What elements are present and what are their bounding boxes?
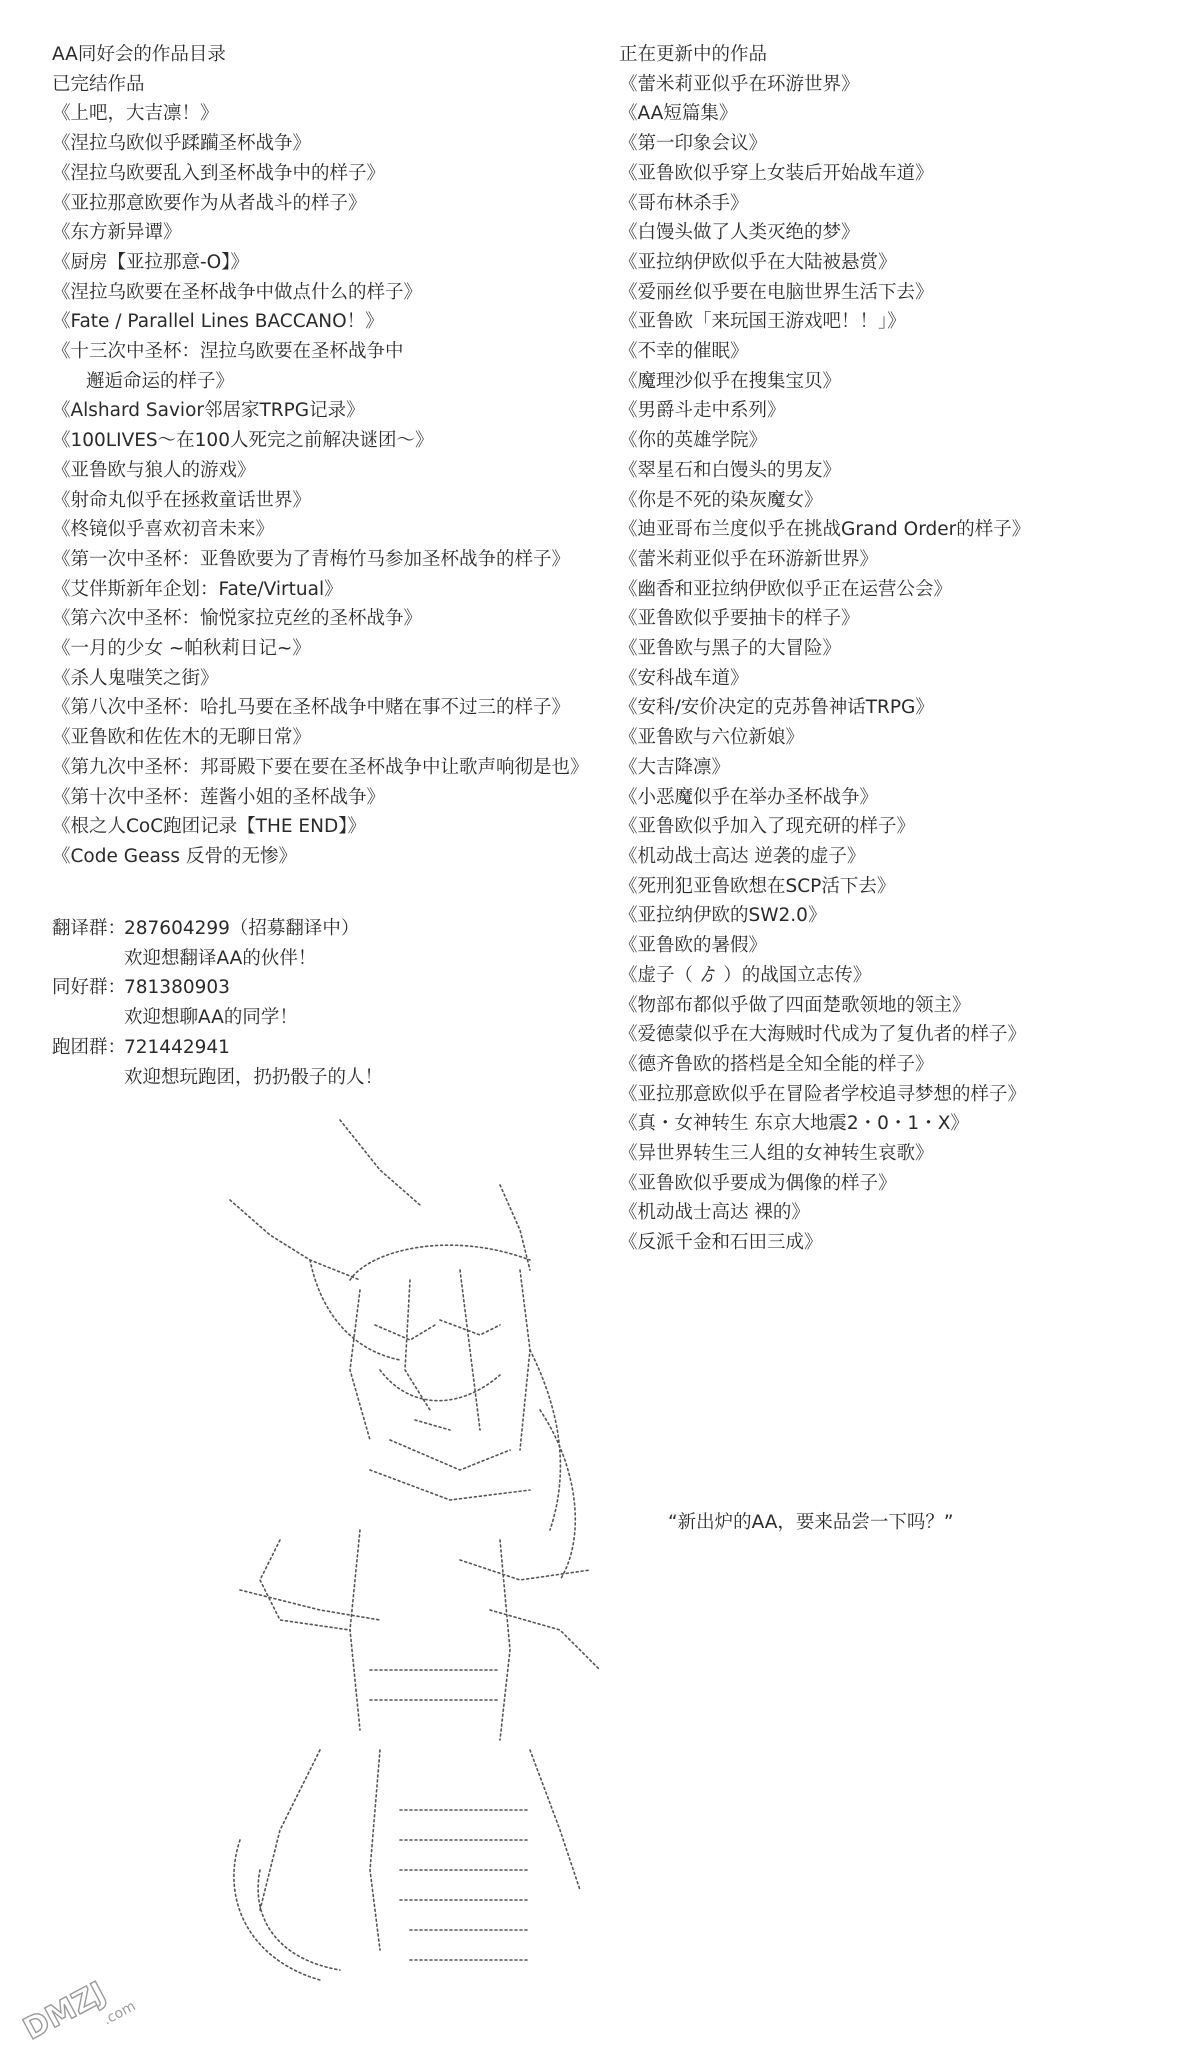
work-item: 《迪亚哥布兰度似乎在挑战Grand Order的样子》 xyxy=(619,519,1031,541)
work-item: 《机动战士高达 裸的》 xyxy=(619,1202,810,1224)
work-item: 《Code Geass 反骨的无惨》 xyxy=(52,845,297,867)
work-item: 《亚鲁欧与六位新娘》 xyxy=(619,727,805,749)
work-item: 《亚拉那意欧似乎在冒险者学校追寻梦想的样子》 xyxy=(619,1083,1027,1105)
work-item: 《亚拉那意欧要作为从者战斗的样子》 xyxy=(52,192,367,214)
trpg-group-row xyxy=(52,1033,383,1063)
work-item: 《大吉降凛》 xyxy=(619,756,731,778)
completed-label: 已完结作品 xyxy=(52,73,145,95)
work-item: 《东方新异谭》 xyxy=(52,222,182,244)
work-item: 《安科战车道》 xyxy=(619,667,749,689)
work-item: 《亚鲁欧似乎穿上女装后开始战车道》 xyxy=(619,162,934,184)
fans-group-note: 欢迎想聊AA的同学！ xyxy=(124,1007,298,1029)
work-item: 《Alshard Savior邻居家TRPG记录》 xyxy=(52,400,365,422)
fans-group-number: 781380903 xyxy=(124,977,230,999)
trpg-group-label: 跑团群： xyxy=(52,1036,127,1058)
work-item: 《柊镜似乎喜欢初音未来》 xyxy=(52,519,275,541)
trpg-group-number: 721442941 xyxy=(124,1036,230,1058)
work-item-continued: 邂逅命运的样子》 xyxy=(86,370,235,392)
ascii-art-character xyxy=(200,1110,620,2010)
work-item: 《男爵斗走中系列》 xyxy=(619,400,786,422)
character-speech: “新出炉的AA，要来品尝一下吗？” xyxy=(668,1512,954,1533)
work-item: 《涅拉乌欧要乱入到圣杯战争中的样子》 xyxy=(52,162,386,184)
translate-group-note: 欢迎想翻译AA的伙伴！ xyxy=(124,947,317,969)
translate-group-number: 287604299（招募翻译中） xyxy=(124,918,360,939)
work-item: 《反派千金和石田三成》 xyxy=(619,1232,823,1254)
work-item: 《亚鲁欧「来玩国王游戏吧！！」》 xyxy=(619,311,906,333)
work-item: 《亚鲁欧和佐佐木的无聊日常》 xyxy=(52,727,312,749)
work-item: 《蕾米莉亚似乎在环游世界》 xyxy=(619,73,860,95)
work-item: 《德齐鲁欧的搭档是全知全能的样子》 xyxy=(619,1053,934,1075)
work-item: 《蕾米莉亚似乎在环游新世界》 xyxy=(619,548,879,570)
work-item: 《亚拉纳伊欧似乎在大陆被悬赏》 xyxy=(619,251,897,273)
work-item: 《上吧，大吉凛！》 xyxy=(52,103,219,125)
work-item: 《100LIVES～在100人死完之前解决谜团～》 xyxy=(52,430,434,452)
work-item: 《一月的少女 ~帕秋莉日记~》 xyxy=(52,638,311,660)
work-item: 《真・女神转生 东京大地震2・0・1・X》 xyxy=(619,1113,969,1135)
work-item: 《安科/安价决定的克苏鲁神话TRPG》 xyxy=(619,697,934,719)
ongoing-works-column xyxy=(619,40,1030,1258)
work-item: 《AA短篇集》 xyxy=(619,103,738,125)
ongoing-label: 正在更新中的作品 xyxy=(619,44,768,65)
group-info xyxy=(52,914,383,1092)
work-item: 《亚拉纳伊欧的SW2.0》 xyxy=(619,905,827,927)
work-item: 《爱丽丝似乎要在电脑世界生活下去》 xyxy=(619,281,934,303)
work-item: 《涅拉乌欧似乎蹂躏圣杯战争》 xyxy=(52,133,312,155)
work-item: 《你的英雄学院》 xyxy=(619,430,768,452)
work-item: 《死刑犯亚鲁欧想在SCP活下去》 xyxy=(619,875,896,897)
work-item: 《根之人CoC跑团记录【THE END】》 xyxy=(52,816,366,838)
work-item: 《第九次中圣杯：邦哥殿下要在要在圣杯战争中让歌声响彻是也》 xyxy=(52,756,589,778)
work-item: 《亚鲁欧似乎加入了现充研的样子》 xyxy=(619,816,916,838)
work-item: 《艾伴斯新年企划：Fate/Virtual》 xyxy=(52,578,343,600)
work-item: 《机动战士高达 逆袭的虚子》 xyxy=(619,845,866,867)
work-item: 《第六次中圣杯：愉悦家拉克丝的圣杯战争》 xyxy=(52,608,423,630)
work-item: 《厨房【亚拉那意-O】》 xyxy=(52,251,249,273)
watermark-text: DMZJ xyxy=(17,1975,112,2048)
work-item: 《魔理沙似乎在搜集宝贝》 xyxy=(619,370,842,392)
completed-works-column xyxy=(52,40,589,872)
trpg-group-note: 欢迎想玩跑团，扔扔骰子的人！ xyxy=(124,1066,384,1088)
work-item: 《翠星石和白馒头的男友》 xyxy=(619,459,842,481)
dmzj-logo-icon xyxy=(12,1950,152,2050)
fans-group-row xyxy=(52,973,383,1003)
work-item: 《你是不死的染灰魔女》 xyxy=(619,489,823,511)
work-item: 《幽香和亚拉纳伊欧似乎正在运营公会》 xyxy=(619,578,953,600)
watermark-suffix: .com xyxy=(100,1998,139,2029)
work-item: 《十三次中圣杯：涅拉乌欧要在圣杯战争中 xyxy=(52,341,404,363)
work-item: 《白馒头做了人类灭绝的梦》 xyxy=(619,222,860,244)
work-item: 《亚鲁欧似乎要成为偶像的样子》 xyxy=(619,1172,897,1194)
work-item: 《杀人鬼嗤笑之街》 xyxy=(52,667,219,689)
work-item: 《涅拉乌欧要在圣杯战争中做点什么的样子》 xyxy=(52,281,423,303)
work-item: 《物部布都似乎做了四面楚歌领地的领主》 xyxy=(619,994,971,1016)
translate-group-label: 翻译群： xyxy=(52,918,127,939)
fans-group-label: 同好群： xyxy=(52,977,127,999)
work-item: 《虚子（ ゟ ）的战国立志传》 xyxy=(619,964,872,986)
translate-group-row xyxy=(52,914,383,944)
work-item: 《哥布林杀手》 xyxy=(619,192,749,214)
work-item: 《亚鲁欧的暑假》 xyxy=(619,935,768,957)
work-item: 《异世界转生三人组的女神转生哀歌》 xyxy=(619,1143,934,1165)
work-item: 《第十次中圣杯：莲酱小姐的圣杯战争》 xyxy=(52,786,386,808)
work-item: 《不幸的催眠》 xyxy=(619,341,749,363)
work-item: 《第一次中圣杯：亚鲁欧要为了青梅竹马参加圣杯战争的样子》 xyxy=(52,548,571,570)
work-item: 《亚鲁欧似乎要抽卡的样子》 xyxy=(619,608,860,630)
work-item: 《第八次中圣杯：哈扎马要在圣杯战争中赌在事不过三的样子》 xyxy=(52,697,571,719)
work-item: 《亚鲁欧与黑子的大冒险》 xyxy=(619,638,842,660)
work-item: 《亚鲁欧与狼人的游戏》 xyxy=(52,459,256,481)
work-item: 《射命丸似乎在拯救童话世界》 xyxy=(52,489,312,511)
work-item: 《Fate / Parallel Lines BACCANO！》 xyxy=(52,311,384,333)
catalog-title: AA同好会的作品目录 xyxy=(52,44,226,65)
work-item: 《第一印象会议》 xyxy=(619,133,768,155)
work-item: 《小恶魔似乎在举办圣杯战争》 xyxy=(619,786,879,808)
work-item: 《爱德蒙似乎在大海贼时代成为了复仇者的样子》 xyxy=(619,1024,1027,1046)
